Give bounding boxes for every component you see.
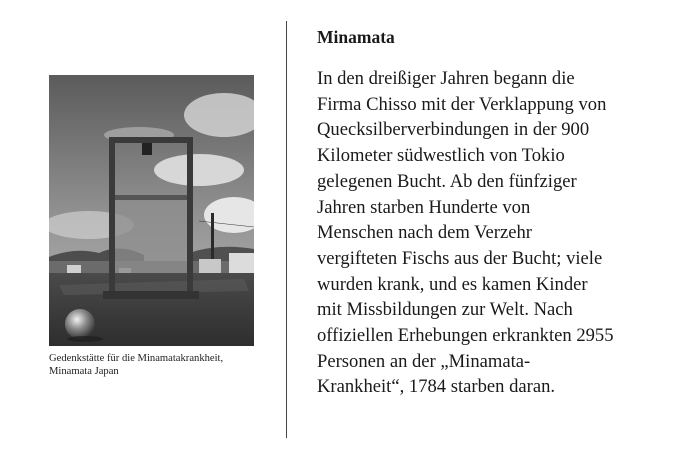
body-line: Jahren starben Hunderte von bbox=[317, 196, 531, 218]
article-title: Minamata bbox=[317, 27, 395, 47]
body-line: vergifteten Fischs aus der Bucht; viele bbox=[317, 247, 603, 269]
article-body bbox=[317, 66, 687, 400]
body-line: Quecksilberverbindungen in der 900 bbox=[317, 119, 590, 141]
column-divider bbox=[286, 21, 287, 438]
body-line: Firma Chisso mit der Verklappung von bbox=[317, 93, 607, 115]
body-line: Personen an der „Minamata- bbox=[317, 350, 531, 372]
memorial-photo bbox=[49, 75, 254, 346]
figure-caption bbox=[49, 352, 264, 378]
body-line: In den dreißiger Jahren begann die bbox=[317, 68, 575, 89]
body-line: offiziellen Erhebungen erkrankten 2955 bbox=[317, 325, 614, 347]
body-line: Kilometer südwestlich von Tokio bbox=[317, 145, 565, 167]
memorial-photo-illustration bbox=[49, 75, 254, 346]
body-line: Krankheit“, 1784 starben daran. bbox=[317, 376, 556, 398]
caption-line: Gedenkstätte für die Minamatakrankheit, bbox=[49, 353, 224, 364]
body-line: gelegenen Bucht. Ab den fünfziger bbox=[317, 170, 577, 192]
caption-line: Minamata Japan bbox=[49, 366, 119, 377]
body-line: wurden krank, und es kamen Kinder bbox=[317, 273, 588, 295]
body-line: Menschen nach dem Verzehr bbox=[317, 222, 532, 244]
body-line: mit Missbildungen zur Welt. Nach bbox=[317, 299, 573, 321]
